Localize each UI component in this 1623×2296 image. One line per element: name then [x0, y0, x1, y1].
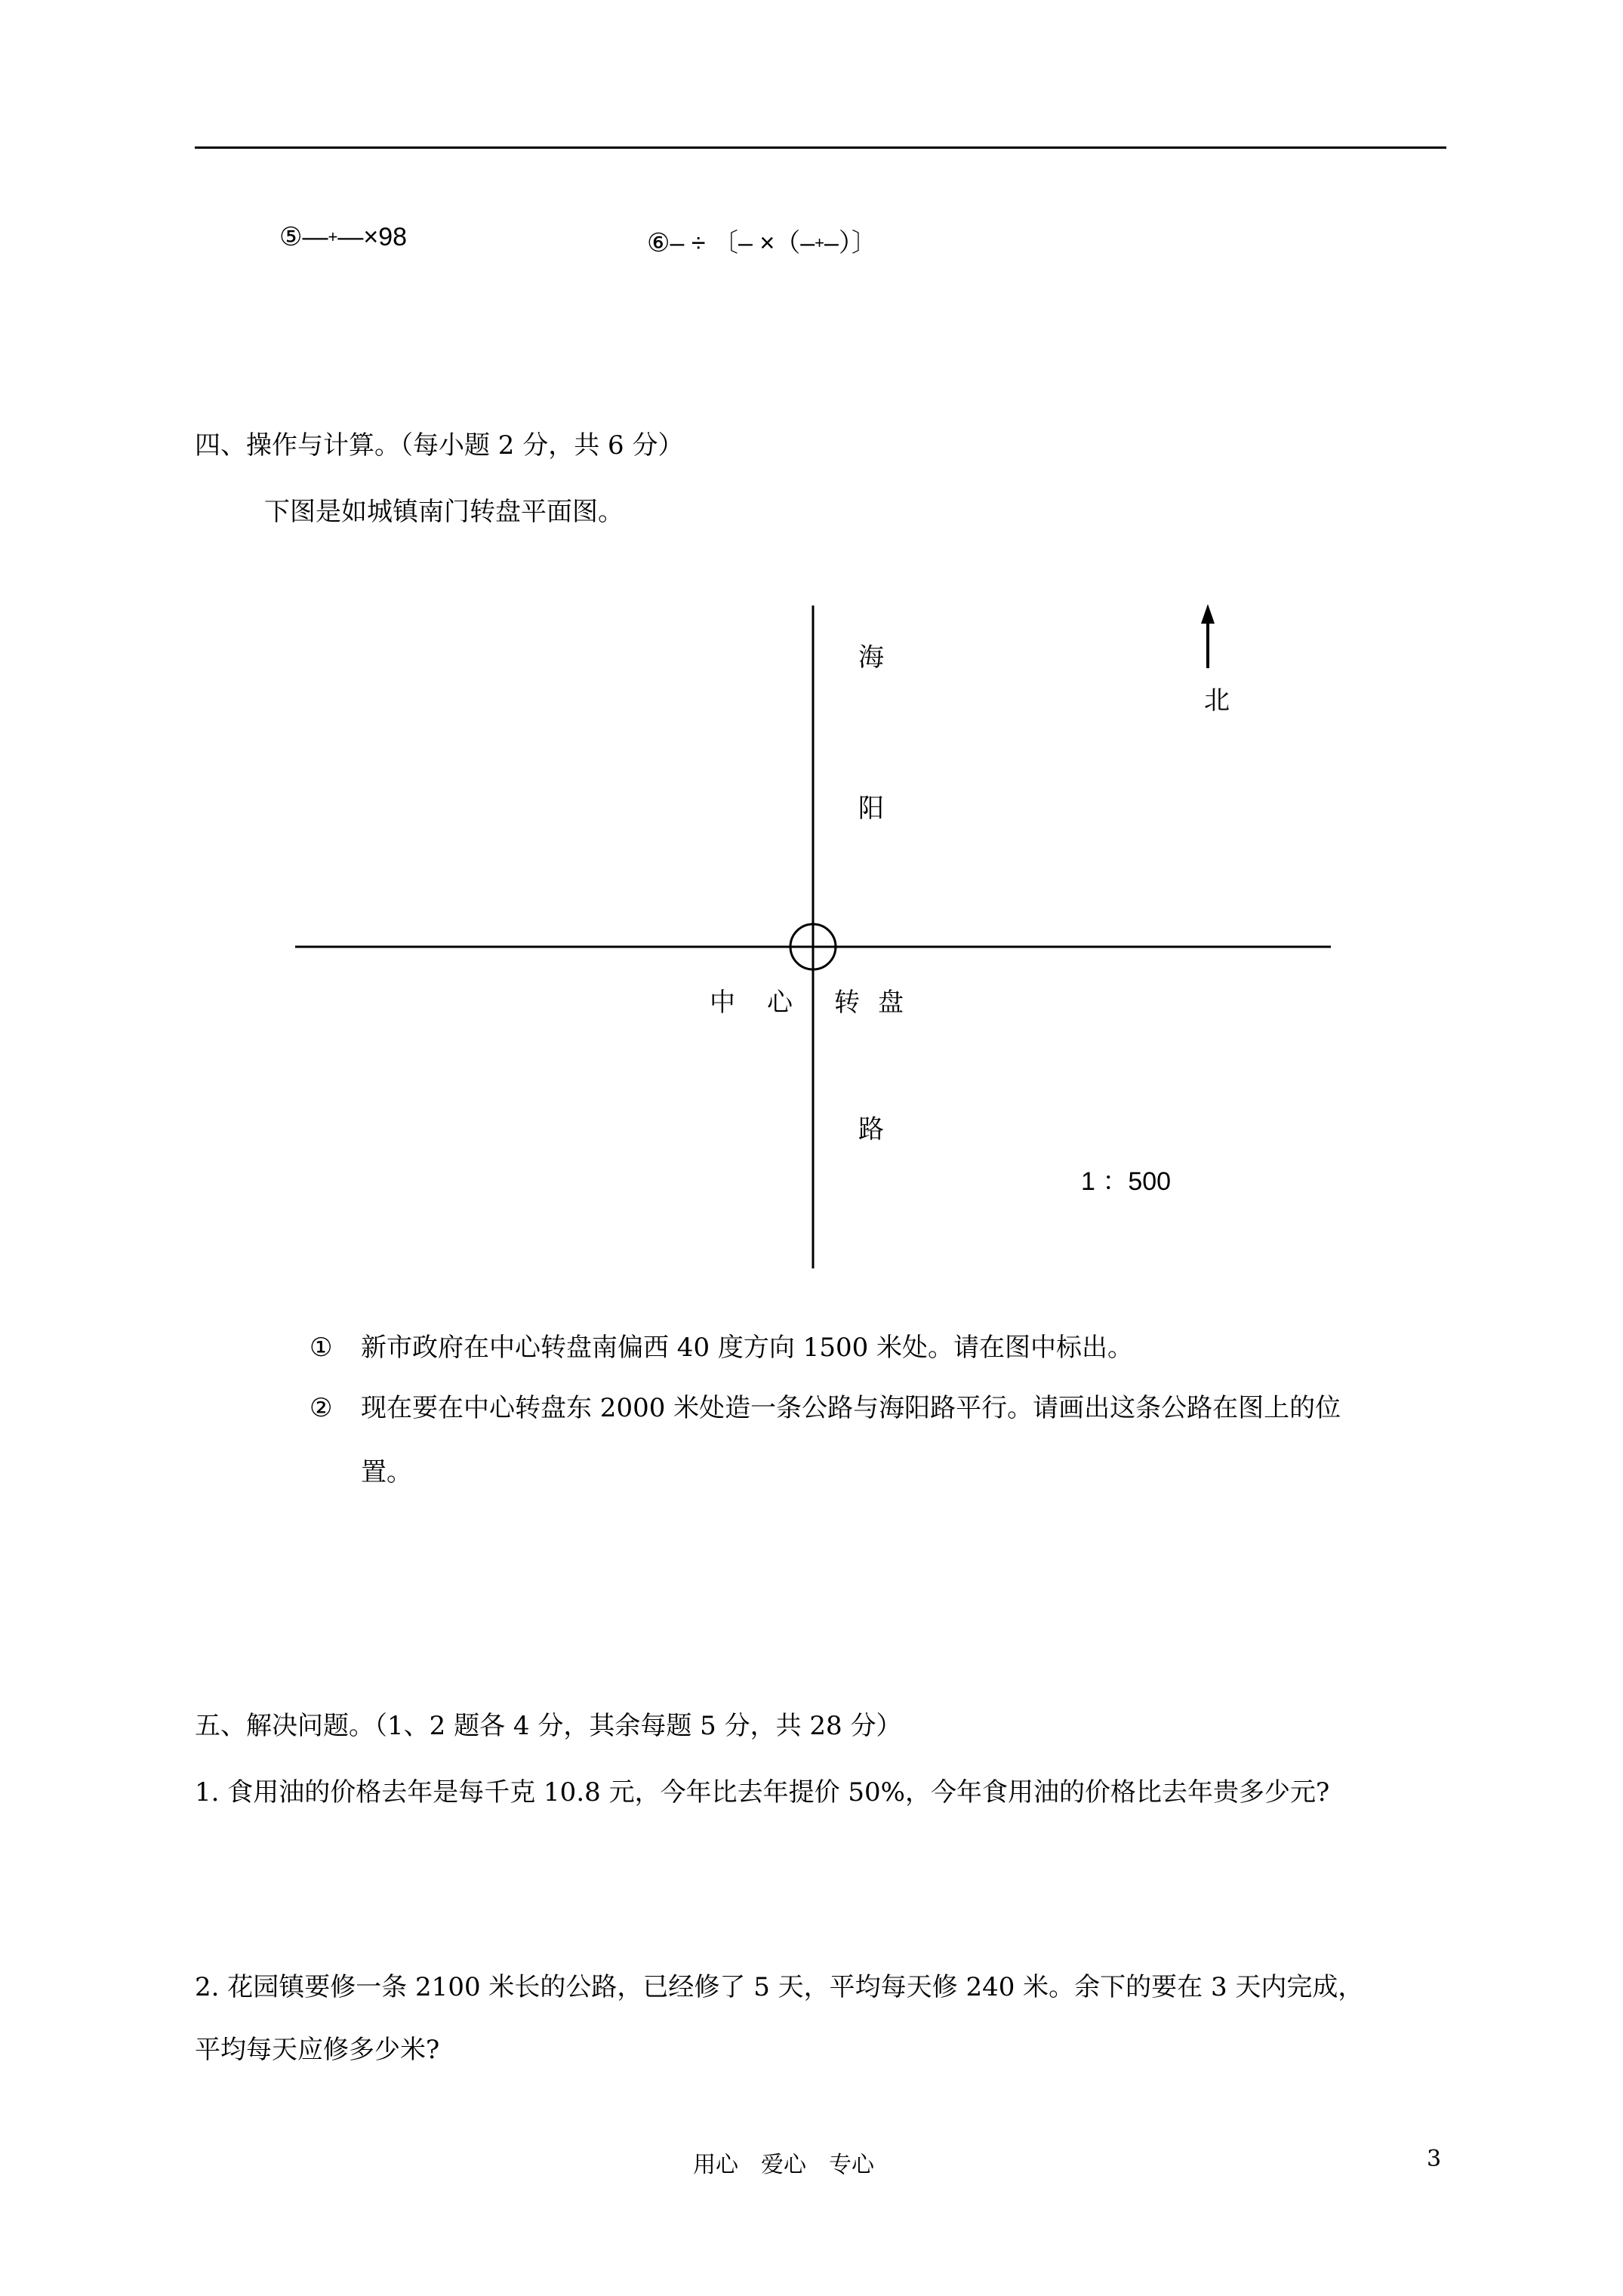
problem-2-line-1: 2. 花园镇要修一条 2100 米长的公路，已经修了 5 天，平均每天修 240 米。余下的要在 3 天内完成， [195, 1972, 1364, 2002]
equation-6-times: × [759, 229, 775, 257]
equation-6-left-bracket: 〔 [712, 229, 738, 257]
section-4-intro: 下图是如城镇南门转盘平面图。 [264, 497, 624, 527]
equation-6-divide: ÷ [691, 229, 706, 257]
equation-5-fraction-bar-2: — [337, 223, 364, 251]
question-4-2-text: 现在要在中心转盘东 2000 米处造一条公路与海阳路平行。请画出这条公路在图上的位 [361, 1393, 1341, 1423]
equation-5-plus: + [328, 227, 338, 246]
equation-6-right-brackets: ）〕 [838, 229, 877, 257]
equation-6-d: – [824, 229, 839, 257]
page-number: 3 [1427, 2146, 1442, 2172]
center-char-zhuan: 转 [834, 988, 860, 1018]
question-4-2-number: ② [310, 1393, 333, 1423]
question-4-1-text: 新市政府在中心转盘南偏西 40 度方向 1500 米处。请在图中标出。 [361, 1333, 1134, 1363]
center-char-zhong: 中 [710, 988, 735, 1018]
center-char-pan: 盘 [878, 988, 904, 1018]
equation-5-tail: ×98 [363, 223, 408, 251]
question-4-2-text-continued: 置。 [361, 1457, 412, 1487]
north-arrow-head [1201, 604, 1215, 624]
equation-5-fraction-bar: — [302, 223, 328, 251]
north-label: 北 [1204, 686, 1230, 716]
problem-1: 1. 食用油的价格去年是每千克 10.8 元，今年比去年提价 50%，今年食用油的价格比去年贵多少元? [195, 1777, 1330, 1808]
equation-6-left-paren: （ [775, 229, 801, 257]
road-char-hai: 海 [858, 643, 884, 673]
road-char-lu: 路 [858, 1114, 884, 1145]
equation-6-number: ⑥ [647, 229, 670, 257]
equation-6-b: – [738, 229, 753, 257]
section-4-heading: 四、操作与计算。（每小题 2 分，共 6 分） [195, 430, 684, 461]
section-5-heading: 五、解决问题。（1、2 题各 4 分，其余每题 5 分，共 28 分） [195, 1711, 902, 1741]
problem-2-line-2: 平均每天应修多少米? [195, 2035, 440, 2065]
footer-motto: 用心 爱心 专心 [693, 2152, 874, 2178]
question-4-1-number: ① [310, 1333, 333, 1363]
center-char-xin: 心 [767, 988, 793, 1018]
equation-6-plus: + [815, 233, 824, 252]
equation-5-number: ⑤ [279, 223, 303, 251]
road-char-yang: 阳 [858, 794, 884, 824]
equation-6-c: – [800, 229, 815, 257]
scale-label: 1 ：500 [1081, 1167, 1172, 1196]
equation-6-a: – [670, 229, 685, 257]
